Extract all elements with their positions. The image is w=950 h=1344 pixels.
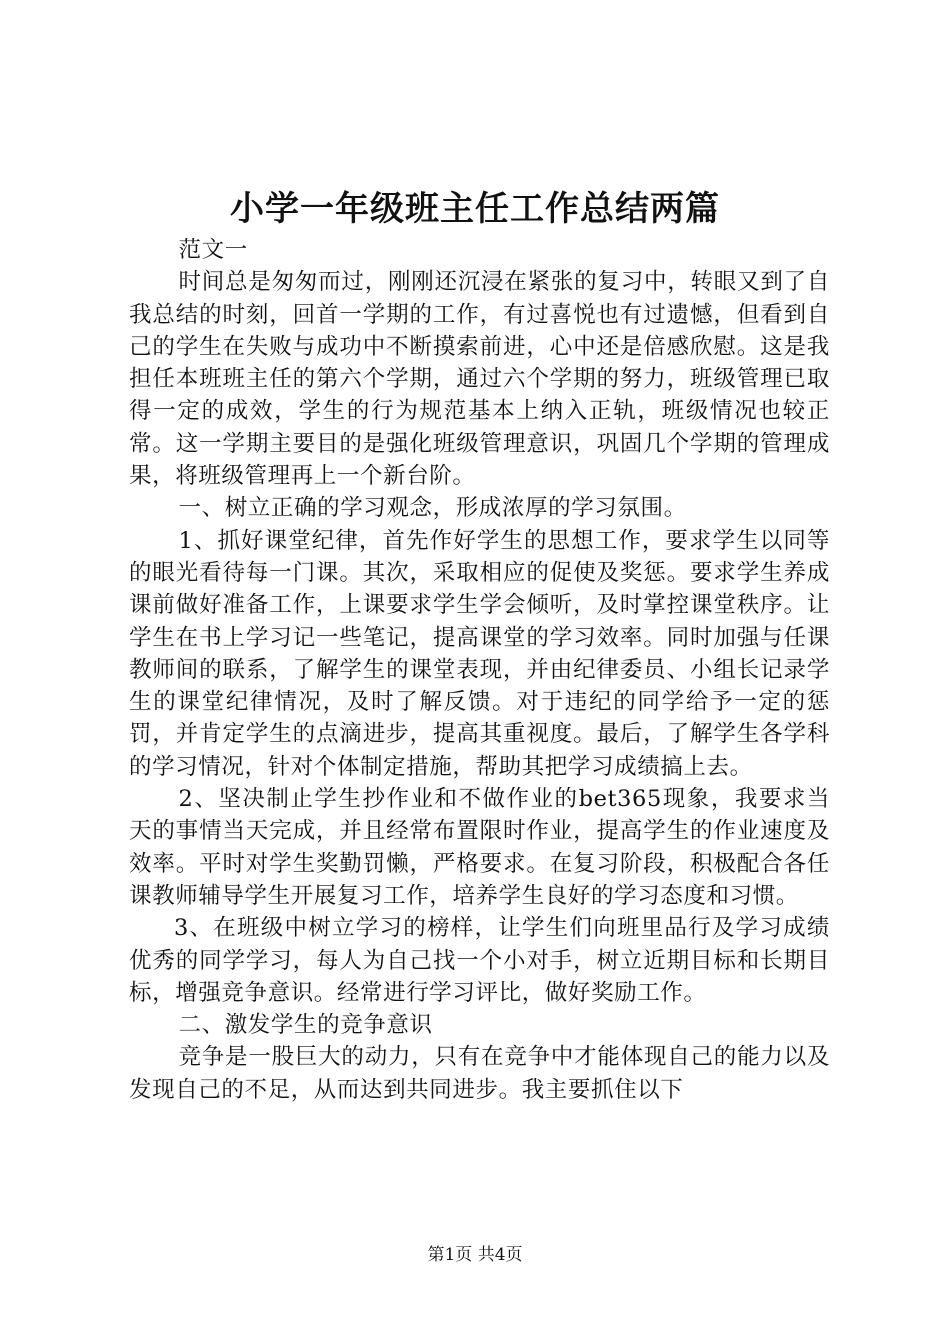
- paragraph-item-1: 1、抓好课堂纪律，首先作好学生的思想工作，要求学生以同等的眼光看待每一门课。其次，采取相应的促使及奖惩。要求学生养成课前做好准备工作，上课要求学生学会倾听，及时掌控课堂秩序。让学生在书上学习记一些笔记，提高课堂的学习效率。同时加强与任课教师间的联系，了解学生的课堂表现，并由纪律委员、小组长记录学生的课堂纪律情况，及时了解反馈。对于违纪的同学给予一定的惩罚，并肯定学生的点滴进步，提高其重视度。最后，了解学生各学科的学习情况，针对个体制定措施，帮助其把学习成绩搞上去。: [129, 527, 830, 780]
- document-title: 小学一年级班主任工作总结两篇: [230, 189, 720, 229]
- paragraph-intro: 时间总是匆匆而过，刚刚还沉浸在紧张的复习中，转眼又到了自我总结的时刻，回首一学期的工作，有过喜悦也有过遗憾，但看到自己的学生在失败与成功中不断摸索前进，心中还是倍感欣慰。这是我担任本班班主任的第六个学期，通过六个学期的努力，班级管理已取得一定的成效，学生的行为规范基本上纳入正轨，班级情况也较正常。这一学期主要目的是强化班级管理意识，巩固几个学期的管理成果，将班级管理再上一个新台阶。: [129, 269, 830, 490]
- paragraph-item-2: 2、坚决制止学生抄作业和不做作业的bet365现象，我要求当天的事情当天完成，并且经常布置限时作业，提高学生的作业速度及效率。平时对学生奖勤罚懒，严格要求。在复习阶段，积极配合各任课教师辅导学生开展复习工作，培养学生良好的学习态度和习惯。: [129, 786, 830, 909]
- paragraph-item-3: 3、在班级中树立学习的榜样，让学生们向班里品行及学习成绩优秀的同学学习，每人为自己找一个小对手，树立近期目标和长期目标，增强竞争意识。经常进行学习评比，做好奖励工作。: [129, 915, 830, 1006]
- heading-one: 一、树立正确的学习观念，形成浓厚的学习氛围。: [178, 495, 687, 522]
- section-label: 范文一: [178, 237, 248, 263]
- heading-two: 二、激发学生的竞争意识: [178, 1012, 433, 1039]
- page-number-footer: 第1页 共4页: [427, 1245, 523, 1265]
- paragraph-competition: 竞争是一股巨大的动力，只有在竞争中才能体现自己的能力以及发现自己的不足，从而达到共同进步。我主要抓住以下: [129, 1044, 830, 1103]
- document-body: [129, 234, 830, 1106]
